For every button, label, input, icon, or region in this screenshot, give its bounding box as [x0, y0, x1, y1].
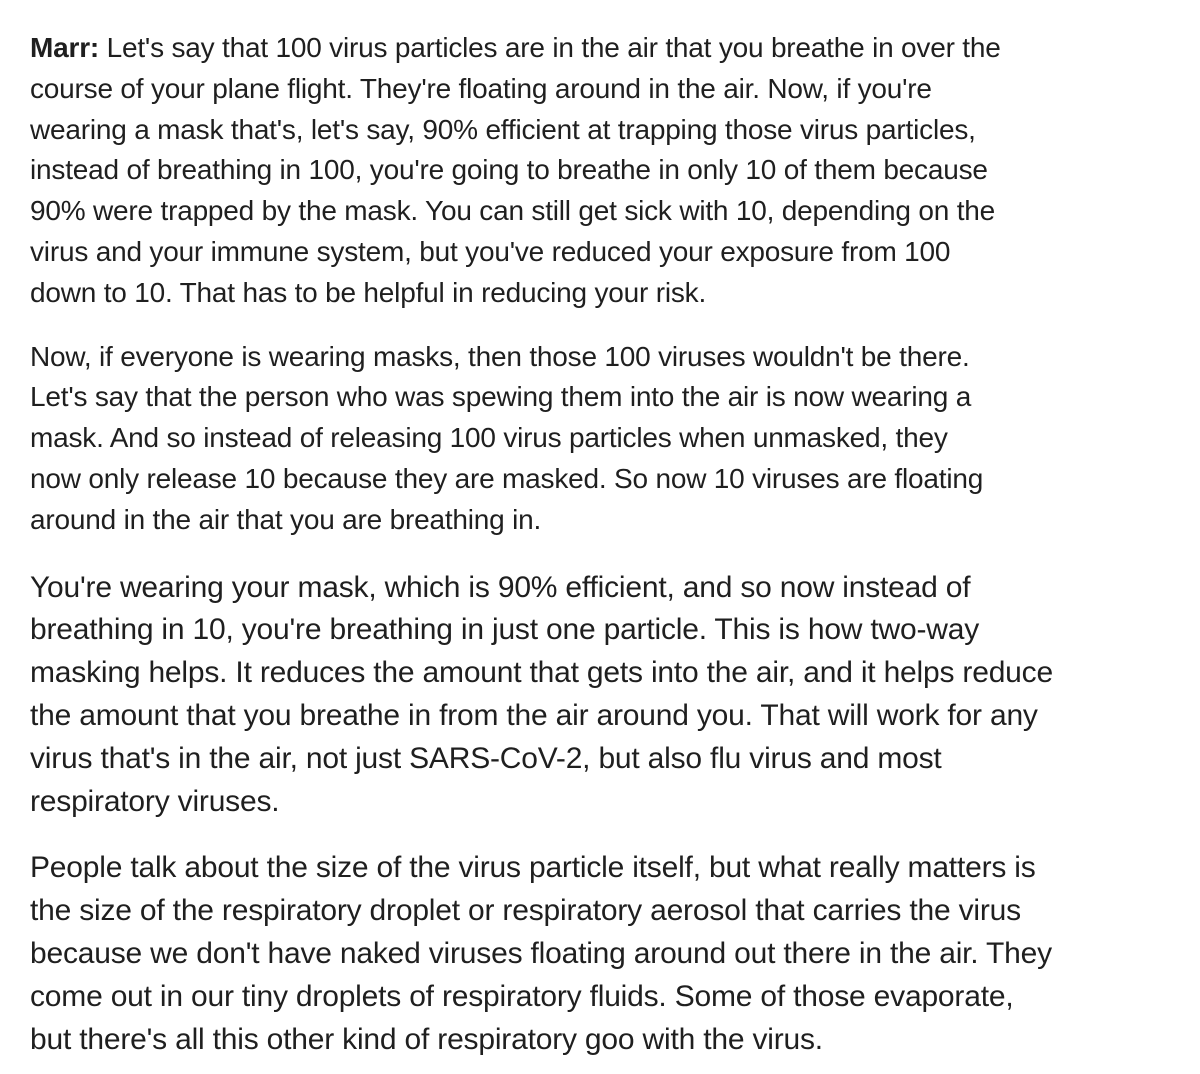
paragraph-1: [30, 28, 1130, 314]
paragraph-4-line-1: People talk about the size of the virus particle itself, but what really matters is: [30, 851, 1036, 885]
paragraph-1-line-5: 90% were trapped by the mask. You can still get sick with 10, depending on the: [30, 195, 996, 227]
paragraph-2-line-1: Now, if everyone is wearing masks, then those 100 viruses wouldn't be there.: [30, 340, 970, 372]
speaker-name: Marr:: [30, 32, 100, 63]
paragraph-1-line-7: down to 10. That has to be helpful in reducing your risk.: [30, 276, 707, 308]
paragraph-3: [30, 567, 1170, 824]
paragraph-3-line-5: virus that's in the air, not just SARS-CoV-2, but also flu virus and most: [30, 741, 942, 775]
paragraph-4: [30, 847, 1170, 1061]
paragraph-2-line-3: mask. And so instead of releasing 100 virus particles when unmasked, they: [30, 422, 948, 454]
paragraph-1-line-2: course of your plane flight. They're floating around in the air. Now, if you're: [30, 72, 932, 104]
paragraph-1-line-1: [30, 28, 1130, 69]
paragraph-1-line-1-text: Let's say that 100 virus particles are in the air that you breathe in over the: [99, 32, 1001, 63]
paragraph-2-line-5: around in the air that you are breathing in.: [30, 503, 542, 535]
paragraph-4-line-5: but there's all this other kind of respiratory goo with the virus.: [30, 1022, 823, 1056]
paragraph-2: [30, 337, 1110, 541]
paragraph-3-line-1: You're wearing your mask, which is 90% efficient, and so now instead of: [30, 570, 971, 604]
paragraph-4-line-4: come out in our tiny droplets of respiratory fluids. Some of those evaporate,: [30, 979, 1014, 1013]
paragraph-3-line-6: respiratory viruses.: [30, 784, 280, 818]
paragraph-4-line-3: because we don't have naked viruses floating around out there in the air. They: [30, 936, 1052, 970]
paragraph-4-line-2: the size of the respiratory droplet or respiratory aerosol that carries the virus: [30, 894, 1021, 928]
paragraph-1-line-3: wearing a mask that's, let's say, 90% efficient at trapping those virus particles,: [30, 113, 976, 145]
paragraph-3-line-4: the amount that you breathe in from the air around you. That will work for any: [30, 698, 1038, 732]
paragraph-2-line-4: now only release 10 because they are masked. So now 10 viruses are floating: [30, 462, 984, 494]
paragraph-2-line-2: Let's say that the person who was spewing them into the air is now wearing a: [30, 381, 972, 413]
paragraph-3-line-3: masking helps. It reduces the amount that gets into the air, and it helps reduce: [30, 656, 1053, 690]
paragraph-1-line-4: instead of breathing in 100, you're going to breathe in only 10 of them because: [30, 154, 988, 186]
paragraph-3-line-2: breathing in 10, you're breathing in just one particle. This is how two-way: [30, 613, 980, 647]
paragraph-1-line-6: virus and your immune system, but you've reduced your exposure from 100: [30, 235, 951, 267]
